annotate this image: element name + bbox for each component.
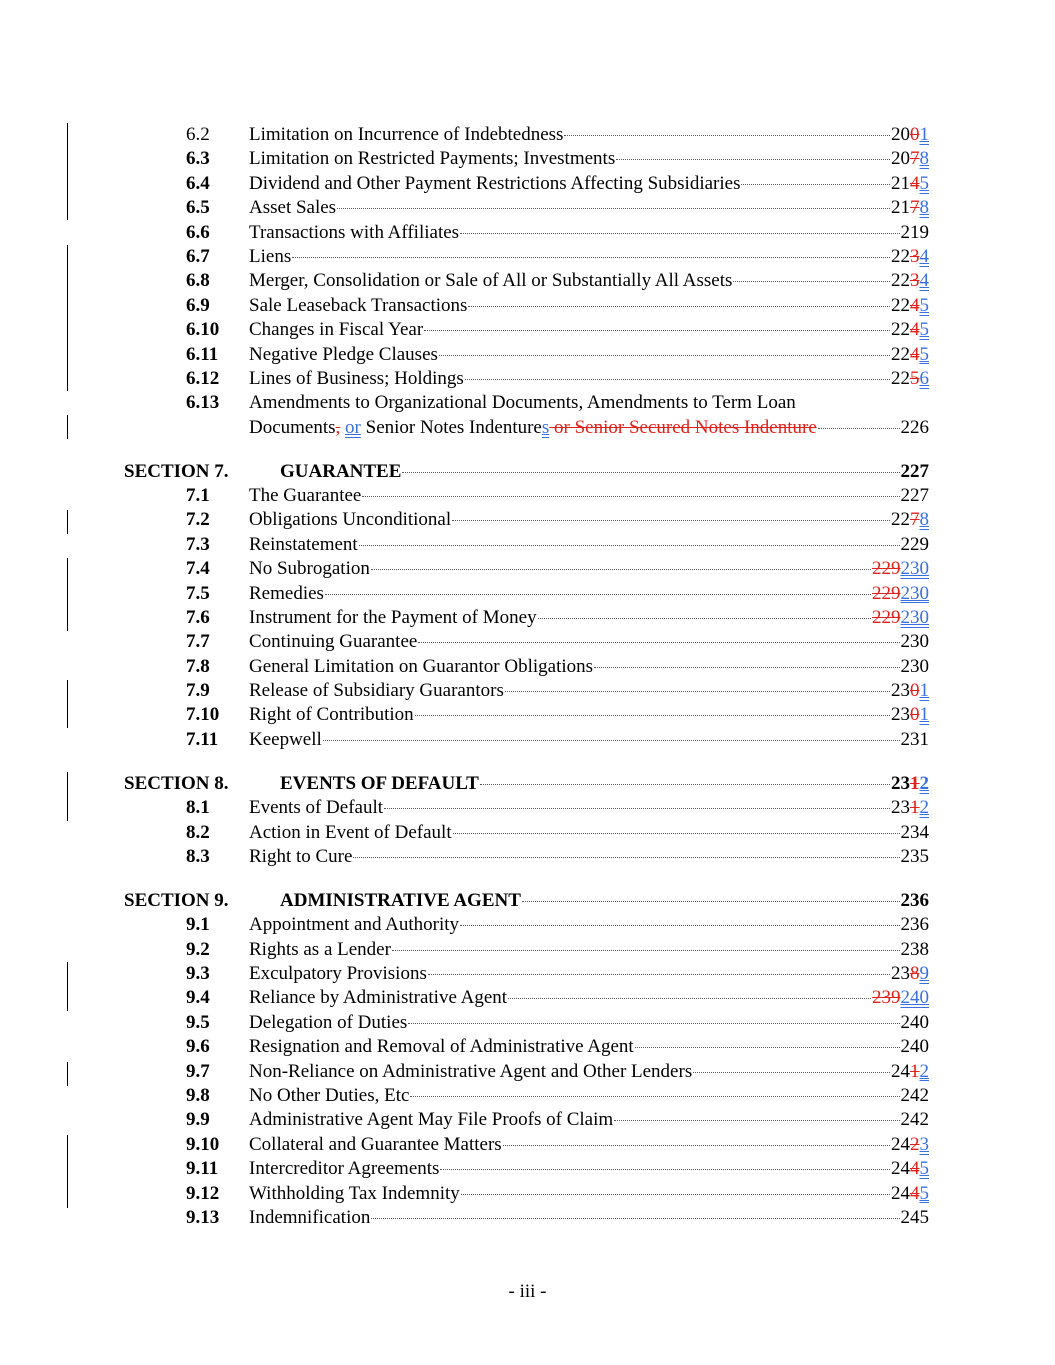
section-page: 227	[900, 460, 929, 482]
entry-page: 2389	[891, 963, 929, 984]
entry-title: Limitation on Incurrence of Indebtedness	[249, 124, 564, 145]
entry-title: Release of Subsidiary Guarantors	[249, 680, 504, 702]
entry-title: Exculpatory Provisions	[249, 963, 427, 984]
dot-leader	[453, 833, 900, 834]
entry-page: 230	[900, 655, 929, 677]
toc-entry[interactable]	[0, 557, 1055, 581]
entry-page: 2234	[891, 270, 929, 292]
section-title: ADMINISTRATIVE AGENT	[280, 889, 521, 911]
toc-entry[interactable]	[0, 606, 1055, 630]
toc-entry[interactable]	[0, 533, 1055, 557]
section-label: SECTION 7.	[124, 460, 229, 482]
entry-page: 2078	[891, 148, 929, 170]
entry-page: 239240	[872, 987, 929, 1009]
dot-leader	[564, 135, 890, 136]
entry-title: Lines of Business; Holdings	[249, 367, 464, 389]
entry-number: 6.3	[186, 148, 210, 170]
section-label: SECTION 9.	[124, 889, 229, 911]
entry-title: Liens	[249, 245, 292, 267]
entry-page: 2445	[891, 1182, 929, 1204]
entry-number: 7.4	[186, 558, 210, 580]
dot-leader	[371, 569, 871, 570]
entry-page: 2445	[891, 1158, 929, 1180]
entry-page: 235	[900, 845, 929, 867]
entry-title: Events of Default	[249, 797, 384, 819]
entry-title: Dividend and Other Payment Restrictions Affecting Subsidiaries	[249, 172, 741, 194]
entry-page: 229230	[872, 582, 929, 604]
entry-title-line1: Amendments to Organizational Documents, Amendments to Term Loan	[249, 392, 796, 414]
toc-entry[interactable]	[0, 655, 1055, 679]
entry-page: 2145	[891, 172, 929, 194]
dot-leader	[505, 691, 890, 692]
entry-title: Negative Pledge Clauses	[249, 343, 438, 365]
entry-title: Intercreditor Agreements	[249, 1158, 440, 1180]
toc-entry[interactable]	[0, 986, 1055, 1010]
section-title: GUARANTEE	[280, 460, 402, 482]
dot-leader	[635, 1047, 900, 1048]
entry-title: The Guarantee	[249, 484, 362, 506]
entry-number: 6.13	[186, 392, 220, 414]
entry-page: 219	[900, 221, 929, 243]
entry-page: 2001	[891, 124, 929, 145]
entry-title: Rights as a Lender	[249, 938, 391, 960]
dot-leader	[818, 428, 900, 429]
dot-leader	[538, 618, 871, 619]
dot-leader	[733, 281, 890, 282]
entry-number: 6.5	[186, 197, 210, 219]
entry-title: Continuing Guarantee	[249, 631, 418, 653]
entry-number: 9.12	[186, 1182, 220, 1204]
entry-number: 6.9	[186, 294, 210, 316]
section-heading[interactable]	[0, 889, 1055, 913]
entry-number: 6.7	[186, 245, 210, 267]
dot-leader	[371, 1218, 899, 1219]
entry-page: 229	[900, 533, 929, 555]
entry-title: No Subrogation	[249, 558, 370, 580]
entry-page: 240	[900, 1011, 929, 1033]
entry-title: Resignation and Removal of Administrative Agent	[249, 1036, 634, 1058]
toc-entry[interactable]	[0, 703, 1055, 727]
entry-title: Sale Leaseback Transactions	[249, 294, 468, 316]
entry-page: 2245	[891, 319, 929, 341]
dot-leader	[325, 594, 871, 595]
entry-title: Reliance by Administrative Agent	[249, 987, 508, 1009]
entry-page: 2301	[891, 704, 929, 726]
toc-entry[interactable]	[0, 913, 1055, 937]
entry-number: 7.7	[186, 631, 210, 653]
toc-entry[interactable]	[0, 582, 1055, 606]
dot-leader	[424, 330, 890, 331]
section-heading[interactable]	[0, 772, 1055, 796]
dot-leader	[353, 857, 899, 858]
toc-entry[interactable]	[0, 147, 1055, 171]
dot-leader	[461, 1194, 890, 1195]
dot-leader	[522, 901, 900, 902]
entry-page: 236	[900, 914, 929, 936]
entry-number: 7.11	[186, 728, 219, 750]
entry-title: Instrument for the Payment of Money	[249, 606, 537, 628]
entry-title: Appointment and Authority	[249, 914, 460, 936]
entry-number: 9.10	[186, 1133, 220, 1155]
dot-leader	[503, 1145, 890, 1146]
entry-page: 2301	[891, 680, 929, 702]
entry-number: 7.8	[186, 655, 210, 677]
entry-number: 7.10	[186, 704, 220, 726]
dot-leader	[392, 950, 900, 951]
toc-entry[interactable]	[0, 1084, 1055, 1108]
entry-number: 8.2	[186, 821, 210, 843]
toc-entry[interactable]	[0, 123, 1055, 147]
toc-entry[interactable]	[0, 1035, 1055, 1059]
dot-leader	[408, 1023, 899, 1024]
dot-leader	[616, 159, 890, 160]
toc-entry[interactable]	[0, 1206, 1055, 1230]
dot-leader	[359, 545, 900, 546]
toc-entry[interactable]	[0, 845, 1055, 869]
toc-entry[interactable]	[0, 391, 1055, 415]
dot-leader	[439, 355, 890, 356]
entry-title: Indemnification	[249, 1206, 371, 1228]
entry-number: 6.12	[186, 367, 220, 389]
toc-entry[interactable]	[0, 508, 1055, 532]
dot-leader	[402, 472, 899, 473]
entry-title: Delegation of Duties	[249, 1011, 408, 1033]
entry-page: 2245	[891, 343, 929, 365]
entry-page: 2256	[891, 367, 929, 389]
entry-title: Keepwell	[249, 728, 322, 750]
dot-leader	[614, 1120, 899, 1121]
entry-number: 7.2	[186, 509, 210, 531]
entry-number: 8.1	[186, 797, 210, 819]
dot-leader	[415, 715, 890, 716]
entry-number: 7.6	[186, 606, 210, 628]
entry-title: Transactions with Affiliates	[249, 221, 460, 243]
entry-number: 7.5	[186, 582, 210, 604]
entry-number: 7.3	[186, 533, 210, 555]
section-heading[interactable]	[0, 460, 1055, 484]
entry-page: 2312	[891, 797, 929, 819]
toc-list	[0, 123, 1055, 1230]
dot-leader	[440, 1169, 890, 1170]
entry-number: 6.10	[186, 319, 220, 341]
entry-title: Administrative Agent May File Proofs of Claim	[249, 1109, 614, 1131]
toc-entry[interactable]	[0, 962, 1055, 986]
toc-entry[interactable]	[0, 1133, 1055, 1157]
toc-entry[interactable]	[0, 172, 1055, 196]
entry-title: Changes in Fiscal Year	[249, 319, 424, 341]
entry-number: 9.9	[186, 1109, 210, 1131]
entry-number: 9.3	[186, 963, 210, 984]
entry-title: General Limitation on Guarantor Obligations	[249, 655, 594, 677]
entry-page: 227	[900, 484, 929, 506]
entry-page: 238	[900, 938, 929, 960]
entry-number: 6.2	[186, 124, 210, 145]
toc-entry-continuation[interactable]	[0, 416, 1055, 440]
entry-page: 234	[900, 821, 929, 843]
dot-leader	[428, 974, 890, 975]
toc-entry[interactable]	[0, 679, 1055, 703]
dot-leader	[741, 184, 890, 185]
toc-entry[interactable]	[0, 294, 1055, 318]
dot-leader	[384, 808, 890, 809]
dot-leader	[337, 208, 890, 209]
toc-entry[interactable]	[0, 728, 1055, 752]
toc-entry[interactable]	[0, 1060, 1055, 1084]
toc-entry[interactable]	[0, 796, 1055, 820]
dot-leader	[418, 642, 899, 643]
toc-entry[interactable]	[0, 318, 1055, 342]
dot-leader	[594, 667, 899, 668]
toc-entry[interactable]	[0, 269, 1055, 293]
entry-number: 9.11	[186, 1158, 219, 1180]
entry-page: 229230	[872, 558, 929, 580]
entry-title: Right of Contribution	[249, 704, 414, 726]
entry-page: 230	[900, 631, 929, 653]
entry-page: 2423	[891, 1133, 929, 1155]
entry-title: Non-Reliance on Administrative Agent and Other Lenders	[249, 1060, 693, 1082]
entry-number: 6.6	[186, 221, 210, 243]
entry-title: Remedies	[249, 582, 324, 604]
section-title: EVENTS OF DEFAULT	[280, 772, 479, 794]
toc-entry[interactable]	[0, 484, 1055, 508]
entry-page: 240	[900, 1036, 929, 1058]
toc-entry[interactable]	[0, 196, 1055, 220]
section-page: 236	[900, 889, 929, 911]
entry-title: Action in Event of Default	[249, 821, 452, 843]
dot-leader	[465, 379, 890, 380]
toc-entry[interactable]	[0, 245, 1055, 269]
entry-page: 226	[900, 416, 929, 438]
dot-leader	[410, 1096, 899, 1097]
entry-number: 9.8	[186, 1084, 210, 1106]
entry-number: 7.9	[186, 680, 210, 702]
entry-number: 9.5	[186, 1011, 210, 1033]
entry-title: Asset Sales	[249, 197, 337, 219]
entry-number: 9.13	[186, 1206, 220, 1228]
entry-page: 2278	[891, 509, 929, 531]
section-label: SECTION 8.	[124, 772, 229, 794]
entry-number: 9.7	[186, 1060, 210, 1082]
dot-leader	[468, 306, 890, 307]
entry-title: Limitation on Restricted Payments; Investments	[249, 148, 616, 170]
entry-page: 231	[900, 728, 929, 750]
entry-title: Obligations Unconditional	[249, 509, 452, 531]
toc-entry[interactable]	[0, 343, 1055, 367]
entry-number: 7.1	[186, 484, 210, 506]
page-number-footer: - iii -	[508, 1281, 547, 1302]
entry-title: Withholding Tax Indemnity	[249, 1182, 460, 1204]
dot-leader	[362, 496, 899, 497]
dot-leader	[480, 784, 890, 785]
dot-leader	[323, 740, 900, 741]
entry-page: 245	[900, 1206, 929, 1228]
entry-page: 2245	[891, 294, 929, 316]
entry-number: 9.2	[186, 938, 210, 960]
entry-page: 242	[900, 1084, 929, 1106]
entry-page: 2178	[891, 197, 929, 219]
entry-number: 9.6	[186, 1036, 210, 1058]
entry-page: 2234	[891, 245, 929, 267]
entry-number: 6.4	[186, 172, 210, 194]
toc-entry[interactable]	[0, 1182, 1055, 1206]
toc-entry[interactable]	[0, 821, 1055, 845]
entry-page: 2412	[891, 1060, 929, 1082]
entry-number: 9.1	[186, 914, 210, 936]
toc-entry[interactable]	[0, 221, 1055, 245]
entry-page: 242	[900, 1109, 929, 1131]
dot-leader	[460, 233, 899, 234]
dot-leader	[508, 998, 871, 999]
dot-leader	[292, 257, 890, 258]
entry-title: Right to Cure	[249, 845, 353, 867]
toc-entry[interactable]	[0, 367, 1055, 391]
entry-title-line2: Documents, or Senior Notes Indentures or Senior Secured Notes Indenture	[249, 416, 817, 438]
entry-number: 8.3	[186, 845, 210, 867]
dot-leader	[452, 520, 890, 521]
entry-number: 9.4	[186, 987, 210, 1009]
toc-entry[interactable]	[0, 1108, 1055, 1132]
entry-title: Merger, Consolidation or Sale of All or Substantially All Assets	[249, 270, 733, 292]
toc-entry[interactable]	[0, 1011, 1055, 1035]
entry-title: Collateral and Guarantee Matters	[249, 1133, 502, 1155]
dot-leader	[693, 1072, 890, 1073]
toc-entry[interactable]	[0, 1157, 1055, 1181]
toc-entry[interactable]	[0, 938, 1055, 962]
toc-entry[interactable]	[0, 630, 1055, 654]
section-page: 2312	[891, 772, 929, 794]
entry-title: Reinstatement	[249, 533, 358, 555]
entry-page: 229230	[872, 606, 929, 628]
entry-title: No Other Duties, Etc	[249, 1084, 410, 1106]
entry-number: 6.8	[186, 270, 210, 292]
dot-leader	[460, 925, 899, 926]
entry-number: 6.11	[186, 343, 219, 365]
